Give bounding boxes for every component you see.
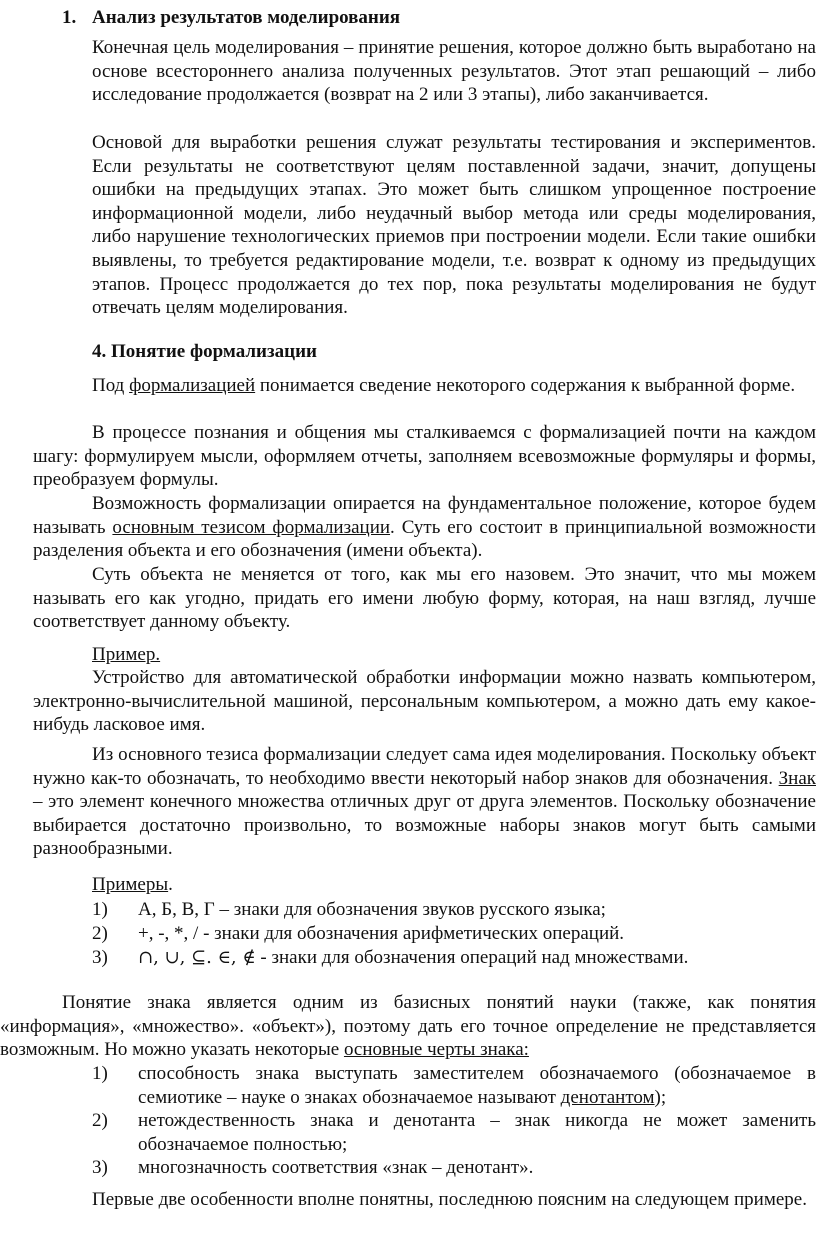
list-item: 3) многозначность соответствия «знак – денотант». (92, 1157, 534, 1178)
paragraph-closing: Первые две особенности вполне понятны, последнюю поясним на следующем примере. (92, 1189, 807, 1210)
term-sign: Знак (778, 767, 816, 789)
paragraph-goal: Конечная цель моделирования – принятие решения, которое должно быть выработано на основе всестороннего анализа полученных результатов. Этот этап решающий – либо исследование продолжается (возврат на 2 или 3 этапы), либо заканчивается. (92, 37, 816, 106)
paragraph-example: Устройство для автоматической обработки информации можно назвать компьютером, электронно-вычислительной машиной, персональным компьютером, а можно дать ему какое-нибудь ласковое имя. (33, 667, 816, 736)
paragraph-cognition: В процессе познания и общения мы сталкиваемся с формализацией почти на каждом шагу: формулируем мысли, оформляем отчеты, заполняем всевозможные формуляры и формы, преобразуем формулы. (33, 422, 816, 491)
heading-text: Анализ результатов моделирования (92, 7, 401, 28)
set-symbols: ∩, ∪, ⊆. ∈, ∉ (138, 947, 256, 968)
list-item: 2) нетождественность знака и денотанта – знак никогда не может заменить обозначаемое полностью; (92, 1110, 816, 1155)
examples-label: Примеры. (92, 874, 173, 895)
term-denotant: денотантом (560, 1086, 655, 1108)
section-heading-analysis (62, 6, 816, 30)
list-item: 1) способность знака выступать заместителем обозначаемого (обозначаемое в семиотике – науке о знаках обозначаемое называют денотантом); (92, 1063, 816, 1108)
term-main-thesis: основным тезисом формализации (112, 516, 391, 538)
example-label: Пример. (92, 644, 161, 665)
paragraph-definition: Под формализацией понимается сведение некоторого содержания к выбранной форме. (92, 375, 796, 396)
list-item: 3) ∩, ∪, ⊆. ∈, ∉ - знаки для обозначения операций над множествами. (92, 947, 689, 968)
paragraph-sign: Из основного тезиса формализации следует сама идея моделирования. Поскольку объект нужно как-то обозначать, то необходимо ввести некоторый набор знаков для обозначения. Знак – это элемент конечного множества отличных друг от друга элементов. Поскольку обозначение выбирается достаточно произвольно, то возможные наборы знаков могут быть самыми разнообразными. (33, 744, 816, 860)
paragraph-essence: Суть объекта не меняется от того, как мы его назовем. Это значит, что мы можем называть его как угодно, придать его имени любую форму, которая, на наш взгляд, лучше соответствует данному объекту. (33, 564, 816, 633)
paragraph-thesis: Возможность формализации опирается на фундаментальное положение, которое будем называть основным тезисом формализации. Суть его состоит в принципиальной возможности разделения объекта и его обозначения (имени объекта). (33, 493, 816, 562)
list-item: 2) +, -, *, / - знаки для обозначения арифметических операций. (92, 923, 625, 944)
paragraph-basis: Основой для выработки решения служат результаты тестирования и экспериментов. Если результаты не соответствуют целям поставленной задачи, значит, допущены ошибки на предыдущих этапах. Это может быть слишком упрощенное построение информационной модели, либо неудачный выбор метода или среды моделирования, либо нарушение технологических приемов при построении модели. Если такие ошибки выявлены, то требуется редактирование модели, т.е. возврат к одному из предыдущих этапов. Процесс продолжается до тех пор, пока результаты моделирования не будут отвечать целям моделирования. (92, 132, 816, 319)
heading-number: 1. (62, 7, 77, 28)
section-heading-formalization: 4. Понятие формализации (92, 341, 317, 362)
paragraph-sign-concept: Понятие знака является одним из базисных понятий науки (также, как понятия «информация», «множество». «объект»), поэтому дать его точное определение не представляется возможным. Но можно указать некоторые основные черты знака: (0, 992, 816, 1061)
list-item: 1) А, Б, В, Г – знаки для обозначения звуков русского языка; (92, 899, 606, 920)
term-formalization: формализацией (129, 375, 256, 396)
term-sign-features: основные черты знака: (343, 1039, 529, 1061)
